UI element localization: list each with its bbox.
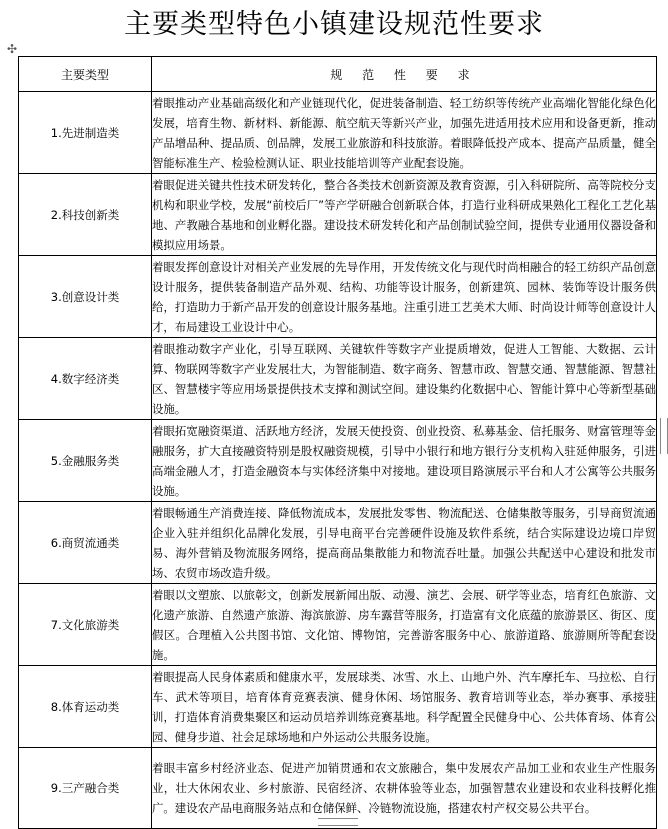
requirement-cell: 着眼丰富乡村经济业态、促进产加销贯通和农文旅融合，集中发展农产品加工业和农业生产性服务业，壮大休闲农业、乡村旅游、民宿经济、农耕体验等业态，加强智慧农业建设和农业科技孵化推广。建设农产品电商服务站点和仓储保鲜、冷链物流设施，搭建农村产权交易公共平台。 [152, 748, 657, 829]
requirements-table [18, 56, 657, 829]
table-row [19, 502, 657, 584]
header-requirement: 规 范 性 要 求 [152, 57, 657, 92]
requirement-cell: 着眼提高人民身体素质和健康水平，发展球类、冰雪、水上、山地户外、汽车摩托车、马拉松、自行车、武术等项目，培育体育竞赛表演、健身休闲、场馆服务、教育培训等业态，举办赛事、承接驻训，打造体育消费集聚区和运动员培养训练竞赛基地。科学配置全民健身中心、公共体育场、体育公园、健身步道、社会足球场地和户外运动公共服务设施。 [152, 666, 657, 748]
type-cell: 1.先进制造类 [19, 92, 152, 174]
type-cell: 8.体育运动类 [19, 666, 152, 748]
page-title: 主要类型特色小镇建设规范性要求 [124, 9, 544, 40]
requirement-cell: 着眼以文塑旅、以旅彰文，创新发展新闻出版、动漫、演艺、会展、研学等业态，培育红色旅游、文化遗产旅游、自然遗产旅游、海滨旅游、房车露营等服务，打造富有文化底蕴的旅游景区、街区、度假区。合理植入公共图书馆、文化馆、博物馆，完善游客服务中心、旅游道路、旅游厕所等配套设施。 [152, 584, 657, 666]
table-row [19, 420, 657, 502]
requirement-cell: 着眼发挥创意设计对相关产业发展的先导作用，开发传统文化与现代时尚相融合的轻工纺织产品创意设计服务，提供装备制造产品外观、结构、功能等设计服务，创新建筑、园林、装饰等设计服务供给，打造助力于新产品开发的创意设计服务基地。注重引进工艺美术大师、时尚设计师等创意设计人才，布局建设工业设计中心。 [152, 256, 657, 338]
type-cell: 7.文化旅游类 [19, 584, 152, 666]
requirement-cell: 着眼促进关键共性技术研发转化，整合各类技术创新资源及教育资源，引入科研院所、高等院校分支机构和职业学校，发展“前校后厂”等产学研融合创新联合体，打造行业科研成果熟化工程化工艺化基地、产教融合基地和创业孵化器。建设技术研发转化和产品创制试验空间，提供专业通用仪器设备和模拟应用场景。 [152, 174, 657, 256]
requirement-cell: 着眼拓宽融资渠道、活跃地方经济，发展天使投资、创业投资、私募基金、信托服务、财富管理等金融服务，扩大直接融资特别是股权融资规模，引导中小银行和地方银行分支机构入驻延伸服务，引进高端金融人才，打造金融资本与实体经济集中对接地。建设项目路演展示平台和人才公寓等公共服务设施。 [152, 420, 657, 502]
table-row [19, 256, 657, 338]
type-cell: 4.数字经济类 [19, 338, 152, 420]
table-resize-handle-right[interactable] [660, 418, 668, 454]
requirement-cell: 着眼推动产业基础高级化和产业链现代化，促进装备制造、轻工纺织等传统产业高端化智能化绿色化发展，培育生物、新材料、新能源、航空航天等新兴产业，加强先进适用技术应用和设备更新，推动产品增品种、提品质、创品牌，发展工业旅游和科技旅游。着眼降低投产成本、提高产品质量，健全智能标准生产、检验检测认证、职业技能培训等产业配套设施。 [152, 92, 657, 174]
table-row [19, 666, 657, 748]
table-row [19, 748, 657, 829]
type-cell: 3.创意设计类 [19, 256, 152, 338]
header-type: 主要类型 [19, 57, 152, 92]
requirement-cell: 着眼畅通生产消费连接、降低物流成本，发展批发零售、物流配送、仓储集散等服务，引导商贸流通企业入驻并组织化品牌化发展，引导电商平台完善硬件设施及软件系统，结合实际建设边境口岸贸易、海外营销及物流服务网络，提高商品集散能力和物流吞吐量。加强公共配送中心建设和批发市场、农贸市场改造升级。 [152, 502, 657, 584]
type-cell: 6.商贸流通类 [19, 502, 152, 584]
table-row [19, 338, 657, 420]
type-cell: 9.三产融合类 [19, 748, 152, 829]
table-row [19, 584, 657, 666]
table-header-row [19, 57, 657, 92]
type-cell: 5.金融服务类 [19, 420, 152, 502]
type-cell: 2.科技创新类 [19, 174, 152, 256]
requirement-cell: 着眼推动数字产业化，引导互联网、关键软件等数字产业提质增效，促进人工智能、大数据、云计算、物联网等数字产业发展壮大，为智能制造、数字商务、智慧市政、智慧交通、智慧能源、智慧社区、智慧楼宇等应用场景提供技术支撑和测试空间。建设集约化数据中心、智能计算中心等新型基础设施。 [152, 338, 657, 420]
table-move-handle-icon[interactable]: ✣ [6, 42, 18, 56]
table-row [19, 92, 657, 174]
table-row [19, 174, 657, 256]
